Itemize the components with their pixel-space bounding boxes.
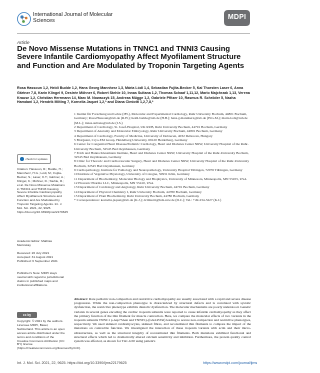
check-updates-button[interactable] [17,154,51,164]
affiliation-item: 2 Department of Cardiology, St. Josef-Hospital, UK RUB, Ruhr University Bochum, 44791 Bochum, Germany [74,124,228,129]
affiliation-item: 3 Department of Anatomy and Molecular Embryology, Ruhr University Bochum, 44801 Bochum, Germany [74,129,223,134]
publisher-note: Publisher's Note: MDPI stays neutral with regard to jurisdictional claims in published maps and institutional affiliations. [17,271,64,287]
check-updates-label: check for updates [25,157,48,161]
affiliation-item: 13 Department of Cardiology and Angiology, Ruhr University Bochum, 44791 Bochum, Germany [74,185,210,190]
affiliation-item: 14 Department of Physical Chemistry I, Ruhr University Bochum, 44780 Bochum, Germany [74,189,202,194]
affiliation-item: 6 Center for Congenital Heart Disease/Pediatric Cardiology, Heart and Diabetes Center NRW, University Hospital of the Ruhr-University Bochum, 32545 Bad Oeynhausen, Germany [74,142,249,151]
journal-url-link[interactable]: https://www.mdpi.com/journal/ijms [203,361,258,365]
publisher-logo-text: MDPI [227,14,247,21]
affiliation-item: 4 Department of Cardiology, Faculty of Medicine, University of Debrecen, 4032 Debrecen, Hungary [74,133,213,138]
paper-title: De Novo Missense Mutations in TNNC1 and TNNI3 Causing Severe Infantile Cardiomyopathy Affect Myofilament Structure and Function and Are Modulated by Troponin Targeting Agents [17,44,245,70]
ijms-logo-icon [17,12,31,26]
publication-dates: Received: 26 July 2021 Accepted: 31 August 2021 Published: 6 September 2021 [17,251,58,263]
affiliation-item: 12 Photonic Pharma LLC, Minneapolis, MN 55410, USA [74,181,154,185]
check-updates-icon [20,157,24,161]
header-divider [17,33,250,34]
journal-name: International Journal of Molecular Sciences [33,12,113,24]
affiliations [74,112,251,203]
affiliation-item: 9 Cardiopathology, Institute for Pathology and Neuropathology, University Hospital Tübingen, 72076 Tübingen, Germany [74,168,243,173]
abstract [74,297,251,343]
cc-by-license-icon[interactable]: cc by [17,312,37,318]
affiliation-item: 11 Department of Biochemistry, Molecular Biology and Biophysics, University of Minnesota, Minneapolis, MN 55455, USA [74,176,247,181]
affiliation-item: 10 Institute of Vegetative Physiology, University of Cologne, 50931 Köln, Germany [74,172,190,177]
affiliation-item: 15 Department of Plant Biochemistry, Ruhr University Bochum, 44780 Bochum, Germany [74,193,200,198]
citation-block: Citation: Hassoun, R.; Budde, H.; Mannherz, H.G.; Lódi, M.; Fujita-Becker, S.; Laser, K.T.; Gärtner, A.; Klingel, K.; Möhner, D.; Stehle, R.; et al. De Novo Missense Mutations in TNNC1 and TNNI3 Causing Severe Infantile Cardiomyopathy Affect Myofilament Structure and Function and Are Modulated by Troponin Targeting Agents. Int. J. Mol. Sci. 2021, 22, 9625. https://doi.org/10.3390/ijms22179625 [17,167,68,214]
footer-citation: Int. J. Mol. Sci. 2021, 22, 9625. https://doi.org/10.3390/ijms22179625 [17,361,127,365]
academic-editor: Academic Editor: Mathias Mericskay [17,239,53,247]
affiliation-item: 1 Institut für Forschung und Lehre (IFL), Molecular and Experimental Cardiology, Ruhr University Bochum, 44801 Bochum, Germany; Rosa.Hassoun@rub.de (R.H.); heidi.budde@rub.de (H.B.); hans.g.mannherz@rub.de (H.G.M.); maria.lodi@rub.de (M.L.); innas.sultana@rub.de (I.S.) [74,112,248,125]
affiliation-item: 5 BioQuant, Cryo-EM Group, Heidelberg University, 69120 Heidelberg, Germany [74,137,188,142]
article-type: Article [17,40,30,45]
abstract-text: Rare pediatric non-compaction and restrictive cardiomyopathy are usually associated with a rapid and severe disease progression. While the non-compaction phenotype is characterized by structural defects and is correlated with systolic dysfunction, the restrictive phenotype exhibits diastolic dysfunction. The molecular mechanisms are poorly understood. Genetic variants in several genes encoding the cardiac troponin subunits were reported to cause infantile cardiomyopathy as they affect the primary function of the thin filament for muscle contraction. Here, we compare the molecular effects of two variants in the troponin subunits TNNC1 p.Asp73Asn and TNNI3 p.(Glu145Val) leading to severe non-compaction and restrictive phenotypes, respectively. We used skinned cardiomyocytes, skinned fibres, and reconstituted thin filaments to compare the impact of the mutations on contractile function. We investigated the interaction of these troponin variants with actin and their micro-ultrastructure, as well as the structural integrity of reconstituted thin filaments. Both mutations exhibited functional and structural effects which led to dramatically altered calcium sensitivity and inhibition. Furthermore, the protein quality control system was affected, as shown for TnC-G50 using patient's [74,297,252,344]
affiliation-item: * Correspondence: kornelia.jaquet@rub.de (K.J.); dcimiotti@hdz-nrw.de (D.C.); Tel.: +49-234-3227 (K.J.) [74,198,222,203]
author-list: Rosa Hassoun 1,2, Heidi Budde 1,2, Hans Georg Mannherz 1,3, Mária Lódi 1,4, Sebastian Fujita-Becker 5, Kai Thorsten Laser 6, Anna Gärtner 7,8, Karin Klingel 9, Desirée Möhner 6, Robert Stehle 10, Innas Sultana 1,2, Thomas Schaaf 1,11,12, Mario Majchrzak 1,13, Verena Krause 1,2, Christian Herrmann 14, Marc M. Nowaczyk 15, Andreas Mügge 1,2, Gabriele Pfitzer 10, Rasmus R. Schröder 5, Nazha Hamdani 1,2, Hendrik Milting 7, Kornelia Jaquet 1,2,* and Diana Cimiotti 1,2,7,8,* [17,86,250,105]
affiliation-item: 8 Clinic for Thoracic and Cardiovascular Surgery, Heart and Diabetes Center NRW, University Hospital of the Ruhr-University Bochum, 32545 Bad Oeynhausen, Germany [74,159,250,168]
affiliation-item: 7 Erich and Hanna Klessmann Institute, Heart and Diabetes Center NRW, University Hospital of the Ruhr-University Bochum, 32545 Bad Oeynhausen, Germany [74,150,249,160]
abstract-label: Abstract: [74,297,88,301]
copyright-notice: Copyright: © 2021 by the authors. Licensee MDPI, Basel, Switzerland. This article is an open access article distributed under the terms and conditions of the Creative Commons Attribution (CC BY) license (https://creativecommons.org/licenses/by/4.0/). [17,319,81,351]
